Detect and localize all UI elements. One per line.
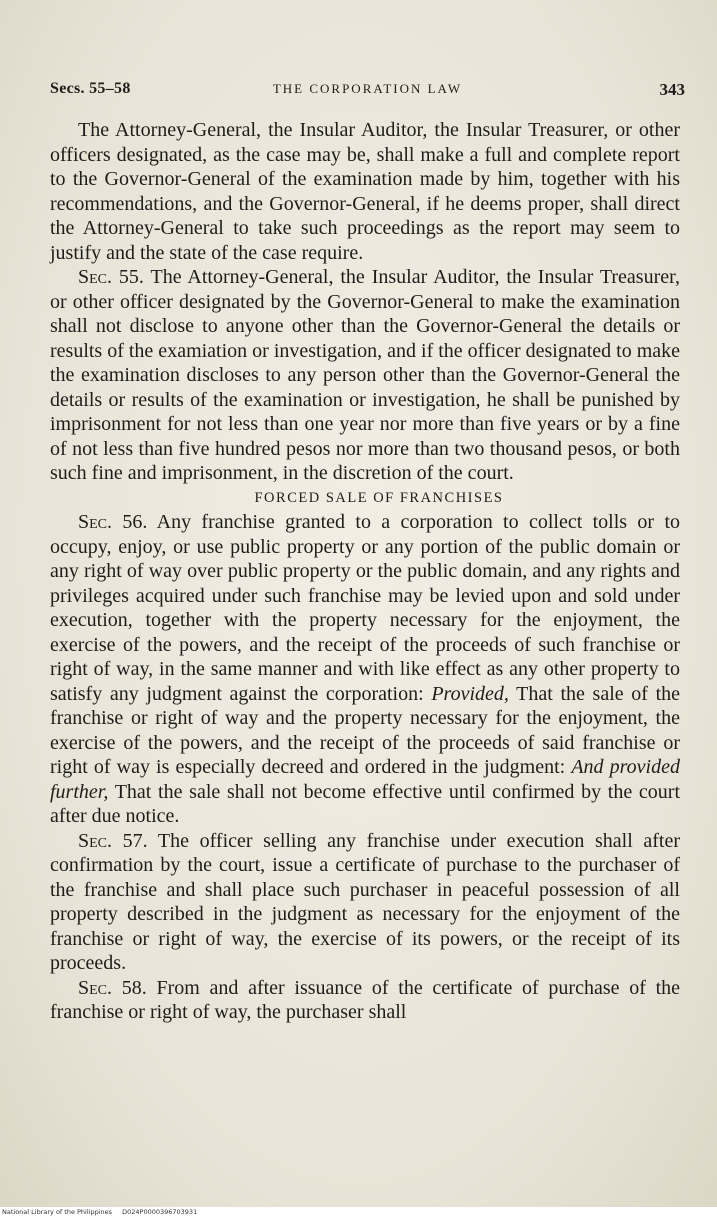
scan-footer: [0, 1207, 717, 1217]
section-text-56a: Any franchise granted to a corporation to collect tolls or to occupy, enjoy, or use public property or any portion of the public domain or any right of way over public property or the public domain, and any rights and privileges acquired under such franchise may be levied upon and sold under execution, together with the property necessary for the enjoyment, the exercise of the powers, and the receipt of the proceeds of such franchise or right of way, in the same manner and with like effect as any other property to satisfy any judgment against the corporation:: [50, 511, 680, 705]
section-label-57: Sec. 57.: [78, 829, 148, 852]
provided-further-term: And provided further,: [50, 756, 680, 803]
section-text-56c: That the sale shall not become effective until confirmed by the court after due notice.: [50, 780, 680, 827]
paragraph-sec-56: [50, 510, 680, 829]
section-text-58: From and after issuance of the certificate of purchase of the franchise or right of way, the purchaser shall: [50, 976, 681, 1023]
paragraph-report: The Attorney-General, the Insular Auditor, the Insular Treasurer, or other officers designated, as the case may be, shall make a full and complete report to the Governor-General of the examination made by him, together with his recommendations, and the Governor-General, if he deems proper, shall direct the Attorney-General to take such proceedings as the report may seem to justify and the state of the case require.: [50, 119, 680, 264]
paragraph-sec-55: [50, 265, 680, 486]
provided-term: Provided,: [431, 682, 509, 705]
section-text-57: The officer selling any franchise under execution shall after confirmation by the court, issue a certificate of purchase to the purchaser of the franchise and shall place such purchaser in peaceful possession of all property described in the judgment as necessary for the enjoyment of the franchise or right of way, the exercise of its powers, or the receipt of its proceeds.: [50, 829, 681, 974]
page-number: 343: [659, 80, 685, 99]
section-text-55: The Attorney-General, the Insular Auditor, the Insular Treasurer, or other officer designated by the Governor-General to make the examination shall not disclose to anyone other than the Governor-General the details or results of the examiation or investigation, and if the officer designated to make the examination discloses to any person other than the Governor-General the details or results of the examination or investigation, he shall be punished by imprisonment for not less than one year nor more than five years or by a fine of not less than five hundred pesos nor more than two thousand pesos, or both such fine and imprisonment, in the discretion of the court.: [50, 266, 680, 484]
paragraph-sec-57: [50, 829, 680, 976]
library-credit: National Library of the Philippines: [2, 1208, 113, 1216]
section-label-55: Sec. 55.: [78, 266, 144, 288]
running-title: THE CORPORATION LAW: [272, 81, 463, 96]
page-header: [50, 80, 685, 104]
page-body: [50, 118, 680, 1025]
heading-forced-sale: FORCED SALE OF FRANCHISES: [254, 489, 504, 506]
section-text-56b: That the sale of the franchise or right of way and the property necessary for the enjoyment, the exercise of the powers, and the receipt of the proceeds of said franchise or right of way is especially decreed and ordered in the judgment:: [50, 682, 681, 778]
section-label-56: Sec. 56.: [78, 511, 148, 533]
section-range: Secs. 55–58: [50, 80, 131, 97]
record-id: D024P0000396703931: [122, 1208, 198, 1216]
paragraph-sec-58: [50, 976, 680, 1025]
section-label-58: Sec. 58.: [78, 976, 147, 999]
